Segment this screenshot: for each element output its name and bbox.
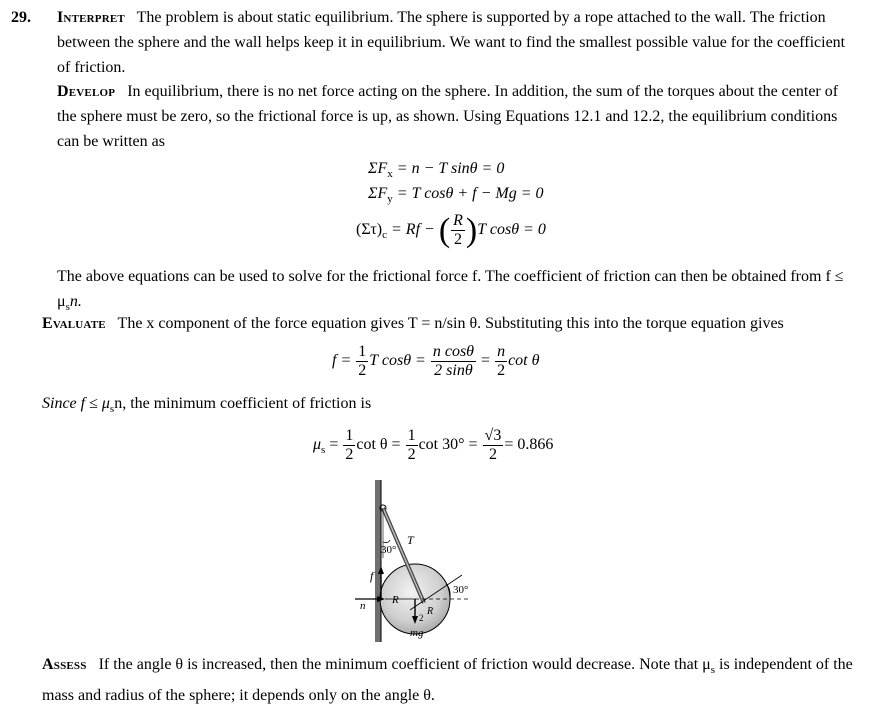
label-weight: mg [410, 627, 424, 639]
equation-friction: f = $\frac{1}{2}$ T cosθ = $\frac{\text{n cosθ}}{2 \sin\theta}$ = $\frac{n}{2}$ cot θ [332, 343, 540, 379]
label-tension: T [407, 533, 414, 547]
label-radius: R [392, 594, 399, 606]
interpret-text: The problem is about static equilibrium. The sphere is supported by a rope attached to the wall. The friction between the sphere and the wall helps keep it in equilibrium. We want to find the smallest possible value for the coefficient of friction. [57, 9, 846, 76]
label-30-top: 30° [381, 544, 397, 556]
label-friction: f [370, 569, 374, 583]
assess-heading: Assess [42, 656, 87, 673]
equation-sum-fx: $\Sigma F_x = n - T$ sinθ = 0 [368, 160, 505, 180]
develop-after-text: The above equations can be used to solve for the frictional force f. The coefficient of friction can then be obtained from $f \le \mu_sn$. [57, 268, 844, 313]
equation-mu: $\mu_s$ = $\frac{1}{2}$ cot θ = $\frac{1}{2}$ cot 30° = $\frac{√3}{2}$ = 0.866 [313, 427, 554, 463]
wall [375, 480, 381, 642]
label-half-two: 2 [419, 613, 424, 623]
evaluate-text: The x component of the force equation gives T = n/sin θ. Substituting this into the torque equation gives [117, 315, 784, 332]
develop-text: In equilibrium, there is no net force acting on the sphere. In addition, the sum of the torques about the center of the sphere must be zero, so the frictional force is up, as shown. Using Equations 12.1 and 12.2, the equilibrium conditions can be written as [57, 83, 839, 150]
evaluate-paragraph [42, 311, 862, 336]
develop-paragraph [57, 79, 857, 154]
since-text: Since $f \le \mu_sn$, the minimum coefficient of friction is [42, 395, 372, 415]
equation-torque: $(\Sigma\tau)_c = Rf$ − ( $\frac{R}{2}$ )T cosθ = 0 [356, 212, 546, 249]
interpret-paragraph [57, 5, 857, 80]
label-half-radius: R [427, 606, 434, 617]
label-normal: n [360, 600, 366, 612]
label-30-right: 30° [453, 584, 469, 596]
develop-heading: Develop [57, 83, 116, 100]
evaluate-heading: Evaluate [42, 315, 106, 332]
problem-number: 29. [11, 9, 31, 26]
equation-sum-fy: $\Sigma F_y = T$ cosθ + f − Mg = 0 [368, 185, 544, 205]
assess-paragraph: Assess If the angle θ is increased, then the minimum coefficient of friction would decrease. Note that $\mu_s$ is independent of the mass and radius of the sphere; it depends only on the angle θ. [42, 656, 853, 704]
sphere-diagram [350, 478, 480, 642]
interpret-heading: Interpret [57, 9, 125, 26]
